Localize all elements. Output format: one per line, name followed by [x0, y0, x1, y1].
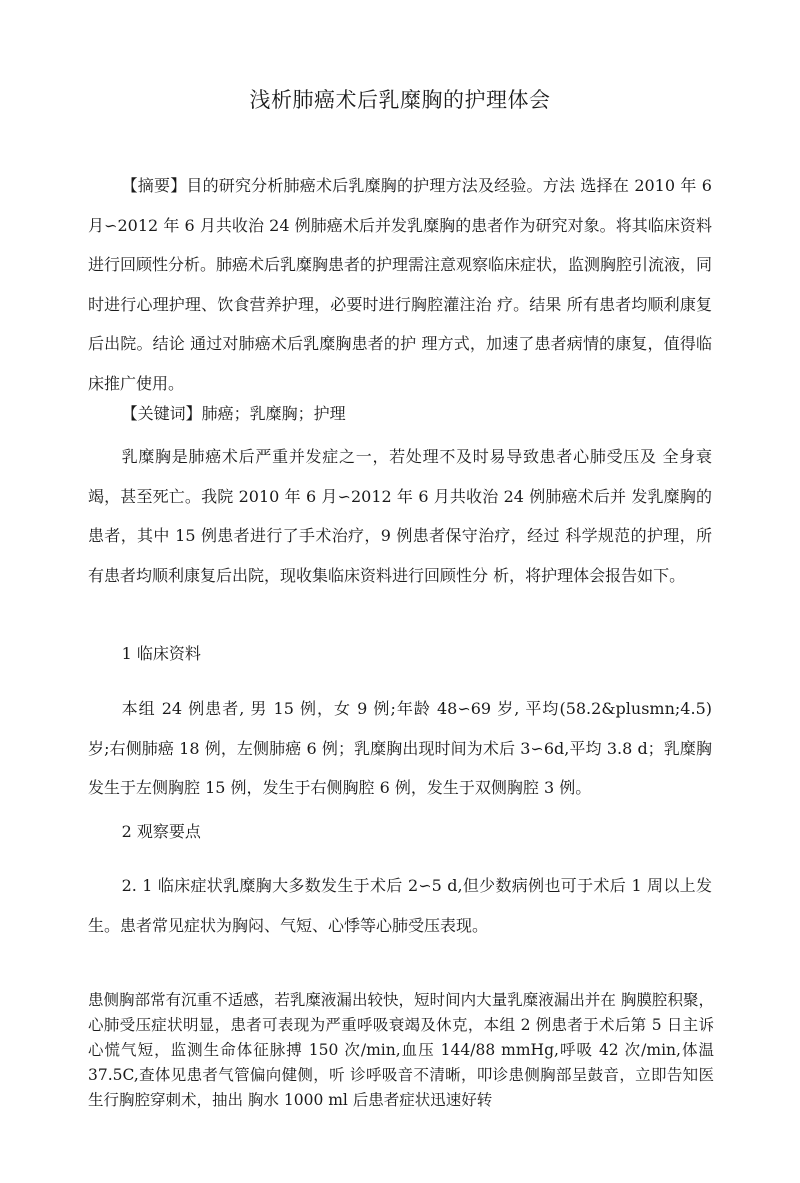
- intro-paragraph: 乳糜胸是肺癌术后严重并发症之一，若处理不及时易导致患者心肺受压及 全身衰竭，甚至死亡。我院 2010 年 6 月∽2012 年 6 月共收治 24 例肺癌术后并 发乳糜胸的患者，其中 15 例患者进行了手术治疗，9 例患者保守治疗，经过 科学规范的护理，所有患者均顺利康复后出院，现收集临床资料进行回顾性分 析，将护理体会报告如下。: [88, 447, 712, 585]
- section-2-1-paragraph: 2. 1 临床症状乳糜胸大多数发生于术后 2∽5 d,但少数病例也可于术后 1 周以上发生。患者常见症状为胸闷、气短、心悸等心肺受压表现。: [88, 876, 712, 935]
- keywords-label: 【关键词】: [121, 404, 202, 423]
- paper-title: 浅析肺癌术后乳糜胸的护理体会: [249, 88, 551, 112]
- keywords-text: 肺癌；乳糜胸；护理: [201, 404, 346, 423]
- section-1-heading: 1 临床资料: [121, 644, 201, 663]
- section-2-heading: 2 观察要点: [121, 822, 201, 841]
- abstract-label: 【摘要】: [121, 176, 187, 195]
- section-1-paragraph: 本组 24 例患者, 男 15 例，女 9 例;年龄 48∽69 岁, 平均(58.2&plusmn;4.5) 岁;右侧肺癌 18 例，左侧肺癌 6 例；乳糜胸出现时间为术后 3∽6d,平均 3.8 d；乳糜胸发生于左侧胸腔 15 例，发生于右侧胸腔 6 例，发生于双侧胸腔 3 例。: [88, 699, 712, 797]
- keywords-paragraph: [88, 394, 712, 434]
- abstract-text: 目的研究分析肺癌术后乳糜胸的护理方法及经验。方法 选择在 2010 年 6 月∽2012 年 6 月共收治 24 例肺癌术后并发乳糜胸的患者作为研究对象。将其临床资料进行回顾性分析。肺癌术后乳糜胸患者的护理需注意观察临床症状，监测胸腔引流液，同时进行心理护理、饮食营养护理，必要时进行胸腔灌注治 疗。结果 所有患者均顺利康复后出院。结论 通过对肺癌术后乳糜胸患者的护 理方式，加速了患者病情的康复，值得临床推广使用。: [88, 176, 713, 393]
- abstract-paragraph: [88, 166, 712, 403]
- continuation-paragraph: 患侧胸部常有沉重不适感，若乳糜液漏出较快，短时间内大量乳糜液漏出并在 胸膜腔积聚，心肺受压症状明显，患者可表现为严重呼吸衰竭及休克，本组 2 例患者于术后第 5 日主诉心慌气短，监测生命体征脉搏 150 次/min,血压 144/88 mmHg,呼吸 42 次/min,体温 37.5C,查体见患者气管偏向健侧，听 诊呼吸音不清晰，叩诊患侧胸部呈鼓音，立即告知医生行胸腔穿刺术，抽出 胸水 1000 ml 后患者症状迅速好转: [88, 991, 714, 1109]
